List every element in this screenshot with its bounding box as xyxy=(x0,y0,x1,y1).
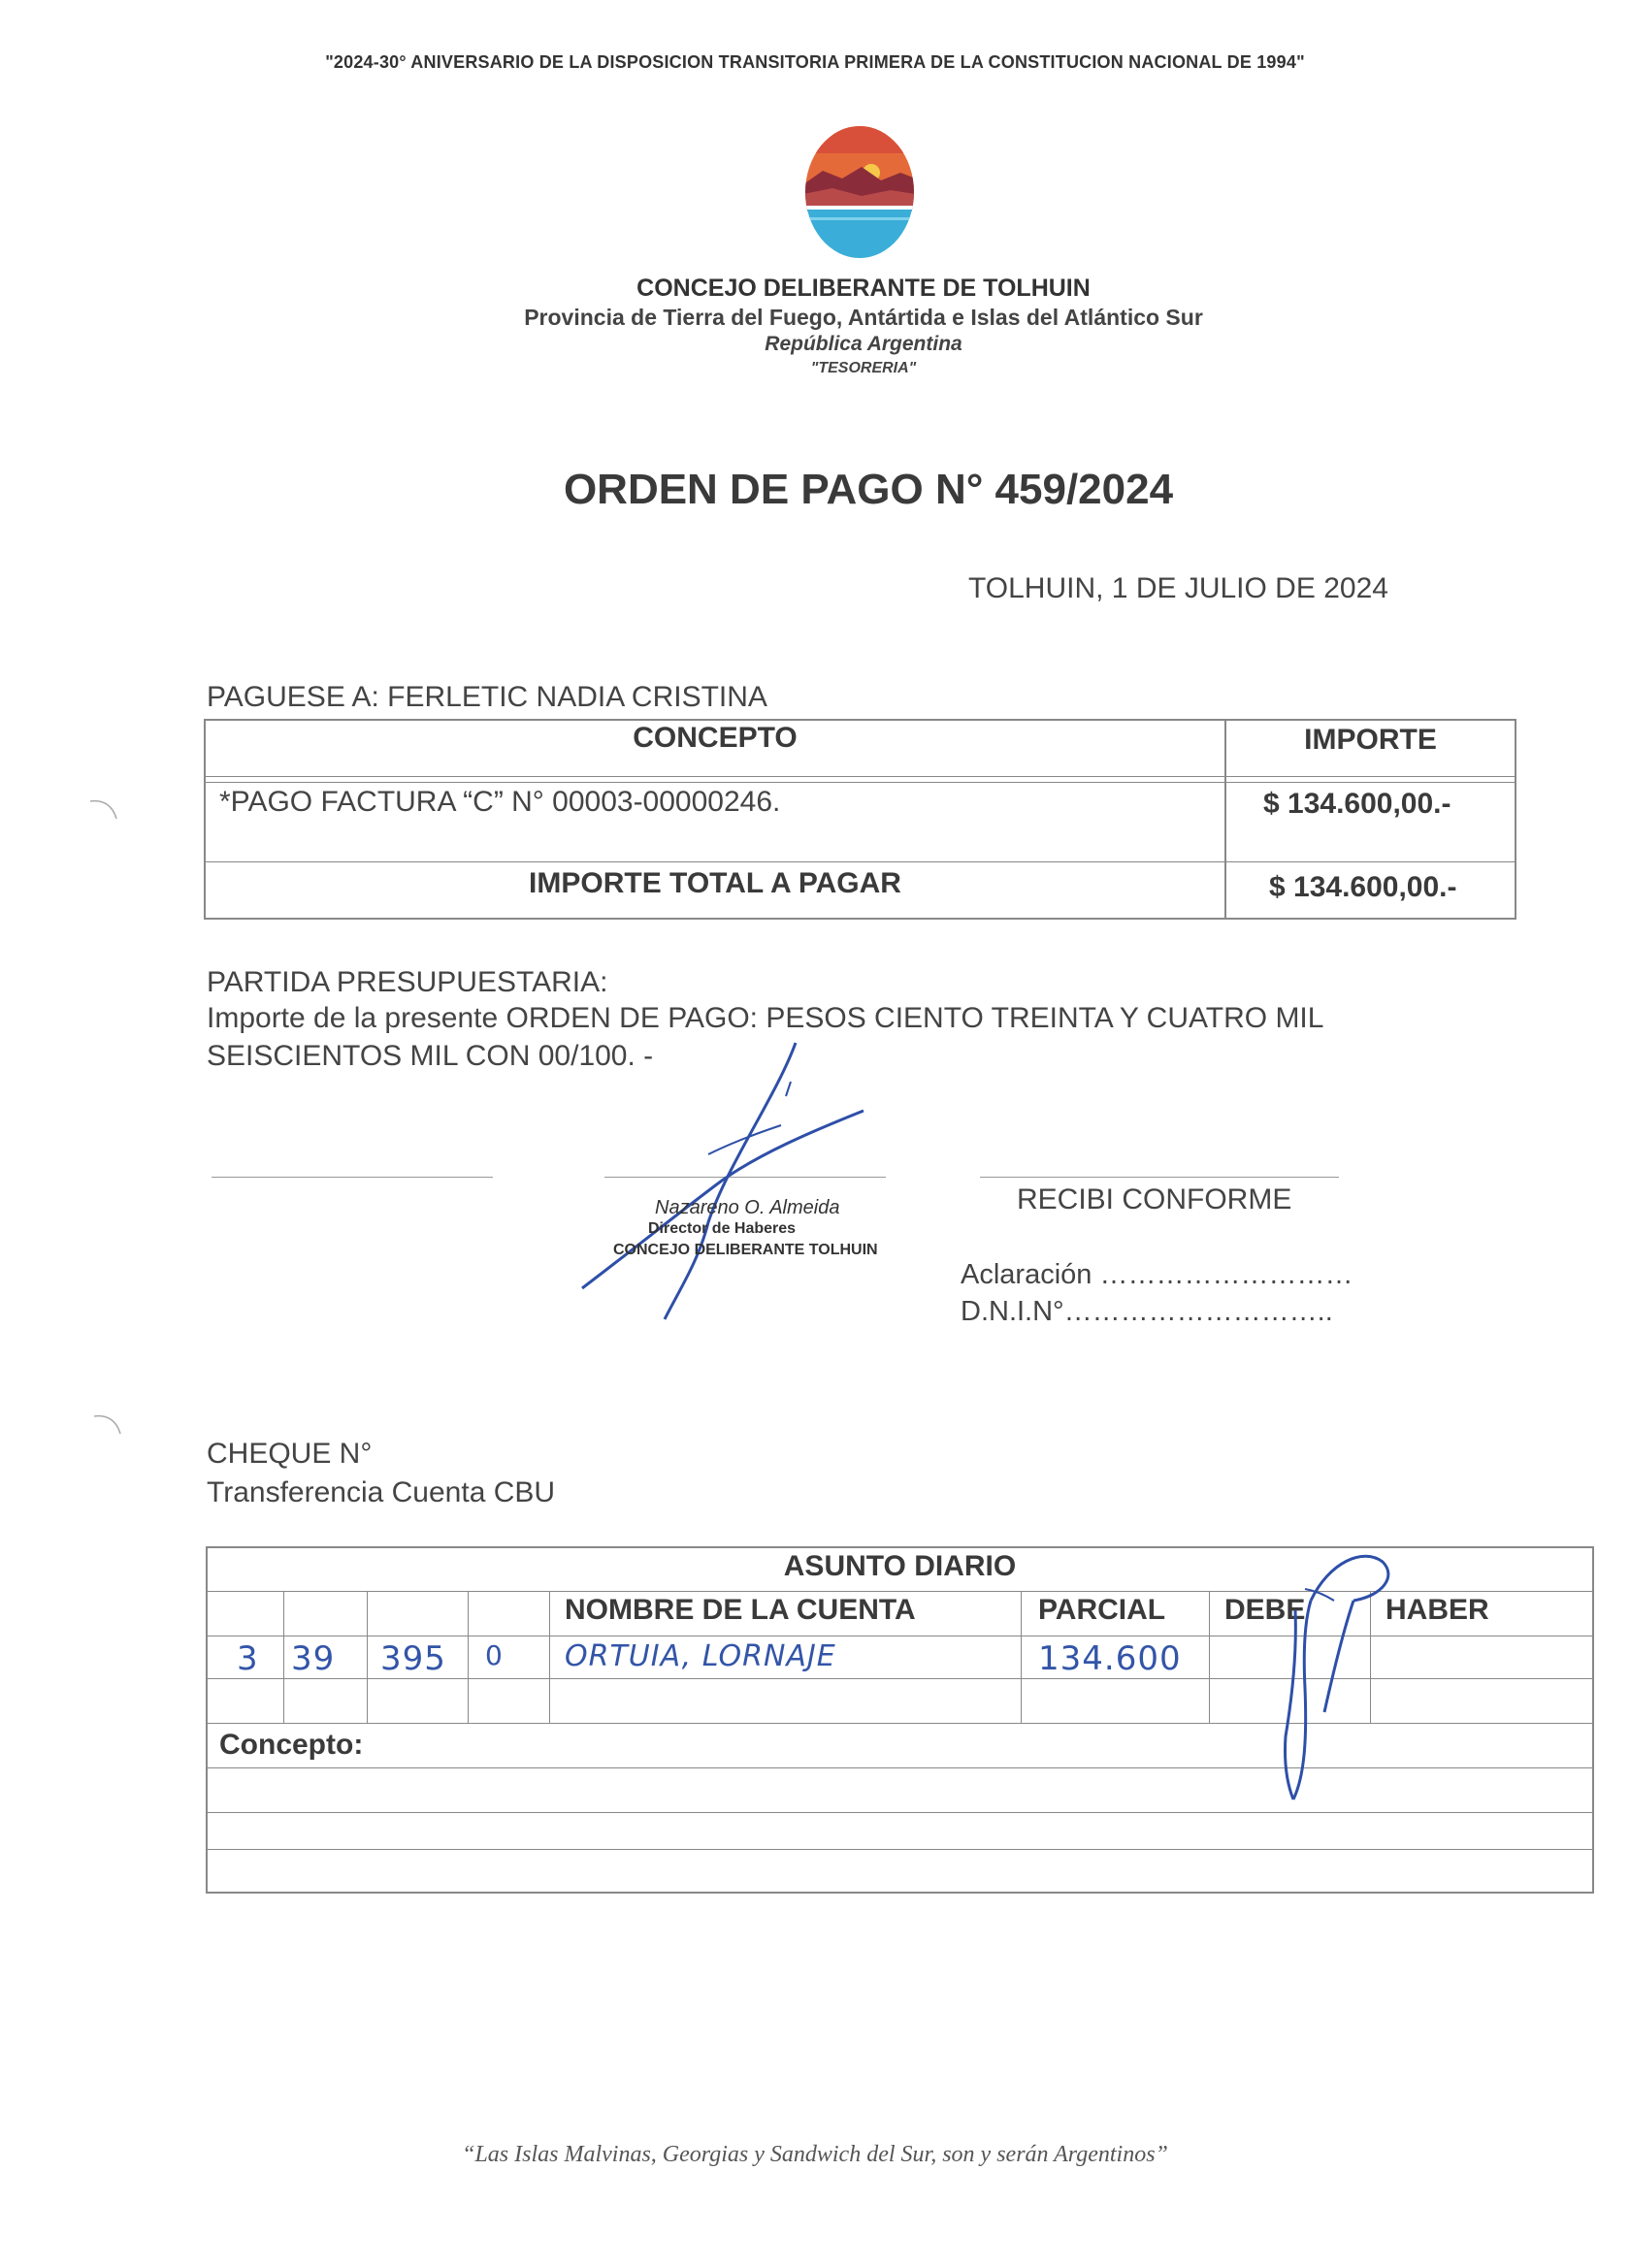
signature-line-right xyxy=(980,1177,1339,1178)
transfer-label: Transferencia Cuenta CBU xyxy=(207,1476,556,1508)
concept-cell: *PAGO FACTURA “C” N° 00003-00000246. xyxy=(219,786,781,818)
org-name: CONCEJO DELIBERANTE DE TOLHUIN xyxy=(636,275,1091,302)
org-province: Provincia de Tierra del Fuego, Antártida e Islas del Atlántico Sur xyxy=(524,305,1203,330)
receipt-title: RECIBI CONFORME xyxy=(1017,1183,1292,1215)
journal-partial-amount: 134.600 xyxy=(1038,1639,1182,1678)
handwritten-signature xyxy=(563,1038,883,1329)
org-department: "TESORERIA" xyxy=(810,360,917,376)
amount-header: IMPORTE xyxy=(1304,724,1437,756)
amount-cell: $ 134.600,00.- xyxy=(1263,788,1451,820)
institution-logo xyxy=(803,124,916,260)
place-date: TOLHUIN, 1 DE JULIO DE 2024 xyxy=(968,572,1388,604)
punch-hole-mark-upper xyxy=(85,794,124,832)
receipt-clarification: Aclaración ……………………… xyxy=(961,1259,1353,1290)
payee-line: PAGUESE A: FERLETIC NADIA CRISTINA xyxy=(207,681,767,713)
journal-code-1: 3 xyxy=(237,1639,259,1678)
total-label: IMPORTE TOTAL A PAGAR xyxy=(529,867,901,899)
document-title: ORDEN DE PAGO N° 459/2024 xyxy=(563,466,1174,513)
concept-header: CONCEPTO xyxy=(633,722,798,754)
punch-hole-mark-lower xyxy=(89,1409,128,1447)
debit-header: DEBE xyxy=(1224,1594,1306,1626)
partial-header: PARCIAL xyxy=(1038,1594,1166,1626)
footer-quote: “Las Islas Malvinas, Georgias y Sandwich del Sur, son y serán Argentinos” xyxy=(462,2142,1168,2167)
journal-code-4: 0 xyxy=(485,1639,504,1671)
concept-label: Concepto: xyxy=(219,1729,364,1761)
receipt-dni: D.N.I.N°……………………….. xyxy=(961,1296,1333,1327)
credit-header: HABER xyxy=(1386,1594,1489,1626)
handwritten-initials xyxy=(1237,1542,1402,1814)
org-country: República Argentina xyxy=(765,333,962,355)
journal-title: ASUNTO DIARIO xyxy=(783,1550,1017,1582)
cheque-number-label: CHEQUE N° xyxy=(207,1438,373,1470)
amount-in-words: Importe de la presente ORDEN DE PAGO: PESOS CIENTO TREINTA Y CUATRO MIL SEISCIENTOS MIL CON 00/100. - xyxy=(207,1002,1323,1072)
signer-org: CONCEJO DELIBERANTE TOLHUIN xyxy=(613,1242,878,1258)
signer-name: Nazareno O. Almeida xyxy=(655,1197,840,1218)
journal-code-2: 39 xyxy=(291,1639,336,1678)
journal-account-name: ORTUIA, LORNAJE xyxy=(565,1639,836,1673)
account-name-header: NOMBRE DE LA CUENTA xyxy=(565,1594,916,1626)
commemorative-banner: "2024-30° ANIVERSARIO DE LA DISPOSICION TRANSITORIA PRIMERA DE LA CONSTITUCION NACIONAL DE 1994" xyxy=(325,52,1305,72)
budget-label: PARTIDA PRESUPUESTARIA: xyxy=(207,966,608,998)
signer-role: Director de Haberes xyxy=(648,1220,797,1237)
total-amount: $ 134.600,00.- xyxy=(1269,871,1457,903)
signature-line-left xyxy=(212,1177,493,1178)
journal-code-3: 395 xyxy=(380,1639,446,1678)
